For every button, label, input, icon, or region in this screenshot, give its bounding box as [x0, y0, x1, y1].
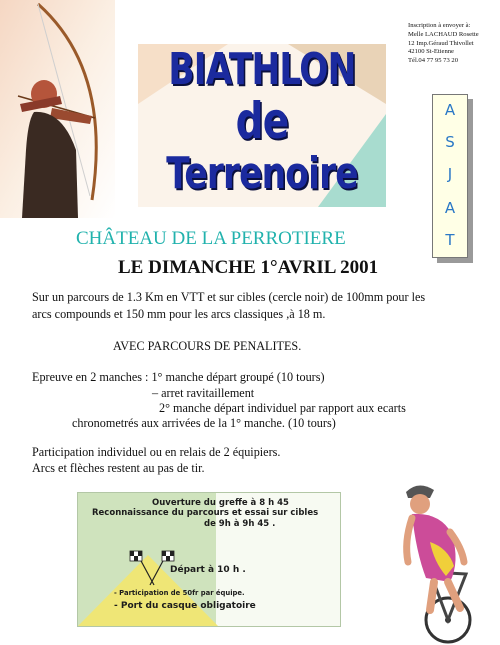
banner-line: - Participation de 50fr par équipe. — [114, 589, 245, 597]
heats-line: Epreuve en 2 manches : 1° manche départ groupé (10 tours) — [32, 370, 325, 384]
banner-line: de 9h à 9h 45 . — [204, 519, 276, 529]
participation-line: Arcs et flèches restent au pas de tir. — [32, 461, 205, 475]
course-line: Sur un parcours de 1.3 Km en VTT et sur cibles (cercle noir) de 100mm pour les — [32, 290, 426, 304]
archer-photo — [0, 0, 115, 218]
banner-line: Départ à 10 h . — [170, 565, 246, 575]
course-line: arcs compounds et 150 mm pour les arcs classiques ,à 18 m. — [32, 307, 326, 321]
participation-line: Participation individuel ou en relais de 2 équipiers. — [32, 445, 281, 459]
club-name-box — [432, 94, 468, 258]
club-letter: T — [445, 231, 455, 249]
title-block — [138, 44, 386, 207]
title-de: de — [235, 92, 289, 150]
registration-address — [408, 22, 500, 66]
club-letter: S — [445, 133, 455, 151]
heats-line: 2° manche départ individuel par rapport aux ecarts — [159, 401, 406, 415]
club-letter: A — [444, 199, 456, 217]
info-banner — [77, 492, 341, 627]
contact-line: 42100 St-Etienne — [408, 48, 454, 56]
banner-line: Ouverture du greffe à 8 h 45 — [152, 498, 289, 508]
venue-heading: CHÂTEAU DE LA PERROTIERE — [76, 228, 346, 249]
club-letter: J — [447, 165, 453, 183]
banner-line: Reconnaissance du parcours et essai sur cibles — [92, 508, 319, 518]
cyclist-photo — [390, 482, 500, 645]
title-biathlon: BIATHLON — [168, 44, 356, 95]
club-letter: A — [444, 101, 456, 119]
contact-line: Inscription à envoyer à: — [408, 22, 471, 29]
heats-line: chronometrés aux arrivées de la 1° manche. (10 tours) — [72, 416, 336, 430]
contact-line: Tél.04 77 95 73 20 — [408, 57, 458, 65]
heats-line: – arret ravitaillement — [152, 386, 255, 400]
banner-line: - Port du casque obligatoire — [114, 601, 256, 611]
event-date: LE DIMANCHE 1°AVRIL 2001 — [118, 257, 379, 278]
penalty-note: AVEC PARCOURS DE PENALITES. — [113, 339, 302, 353]
title-terrenoire: Terrenoire — [166, 148, 358, 199]
contact-line: 12 Imp.Géraud Thivollet — [408, 39, 474, 47]
contact-line: Melle LACHAUD Rosette — [408, 30, 479, 38]
